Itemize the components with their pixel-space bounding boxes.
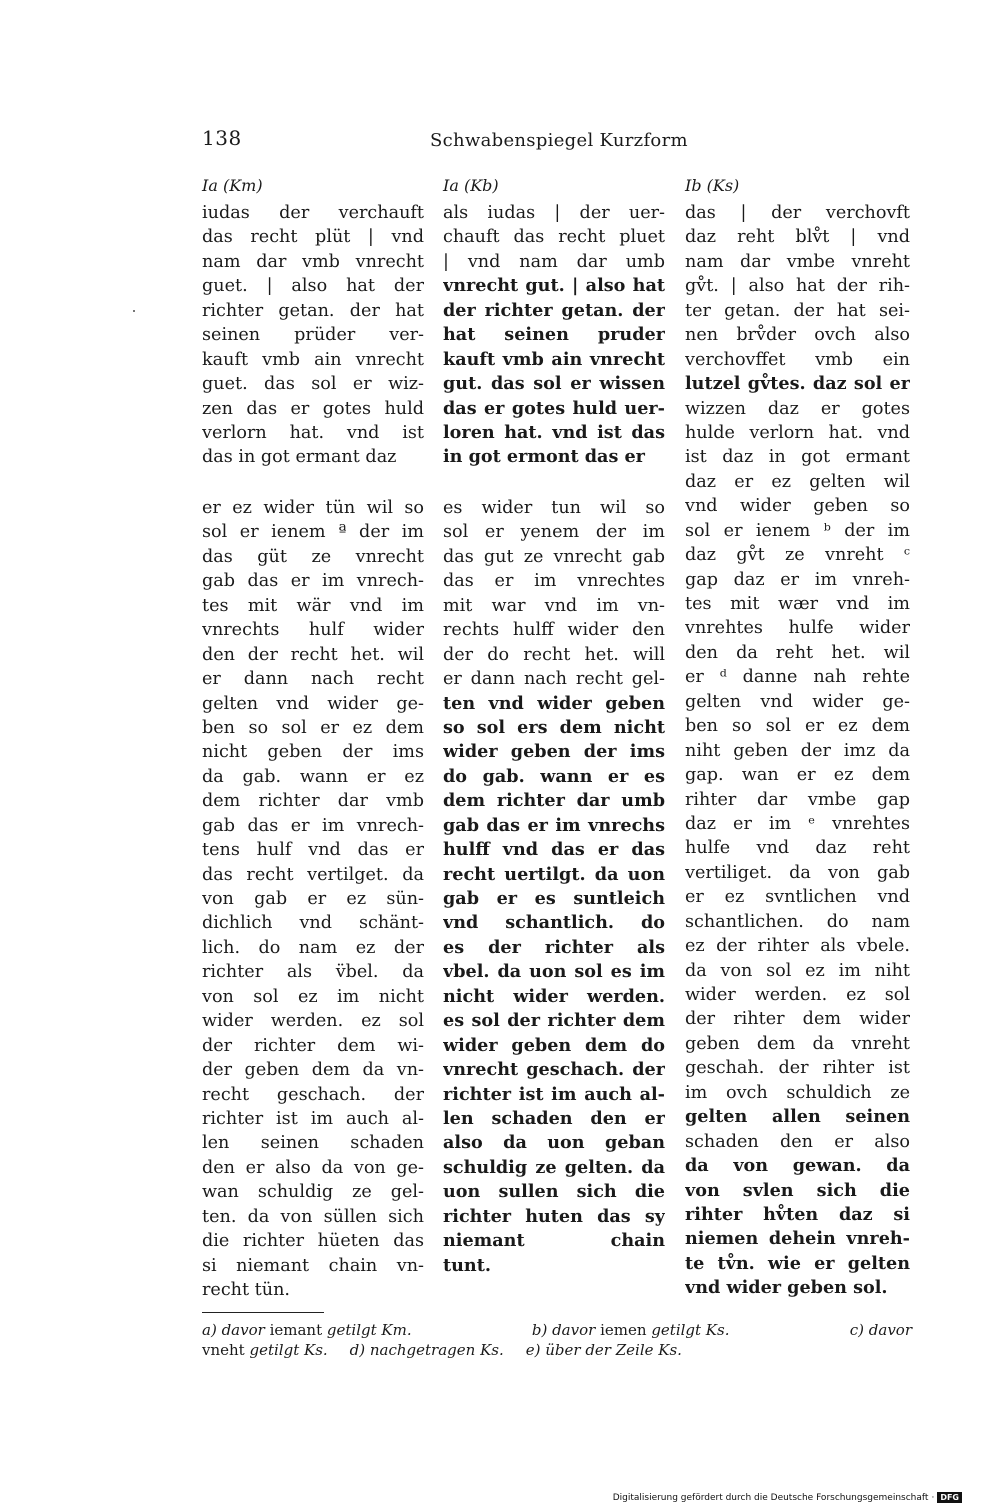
footnote-a: a) davor iemant getilgt Km. xyxy=(202,1321,412,1339)
column-kb-block-2 xyxy=(443,496,665,1278)
text-line: das gut ze vnrecht gab xyxy=(443,546,665,567)
text-line: da von sol ez im niht xyxy=(685,960,910,981)
column-label-km: Ia (Km) xyxy=(202,176,263,195)
text-line: er dann nach recht gel- xyxy=(443,669,665,690)
text-line: richter ist im auch al- xyxy=(202,1108,424,1129)
text-line: vnd wider geben sol. xyxy=(685,1277,888,1299)
text-line: gelten vnd wider ge- xyxy=(685,691,910,712)
text-line: das güt ze vnrecht xyxy=(202,546,424,567)
text-line: er dann nach recht xyxy=(202,669,424,690)
text-line: richter ist im auch al- xyxy=(443,1083,665,1105)
footnote-c-end: vneht getilgt Ks. xyxy=(202,1341,328,1359)
text-line: von svlen sich die xyxy=(685,1179,910,1201)
text-line: das recht plüt | vnd xyxy=(202,227,424,248)
text-line: te tv̊n. wie er gelten xyxy=(685,1252,910,1274)
text-line: den er also da von ge- xyxy=(202,1157,424,1178)
text-line: in got ermont das er xyxy=(443,446,645,468)
text-line: rihter dar vmbe gap xyxy=(685,789,910,810)
text-line: gut. das sol er wissen xyxy=(443,373,665,395)
footnote-d: d) nachgetragen Ks. xyxy=(349,1341,504,1359)
text-line: ez der rihter als vbele. xyxy=(685,936,910,957)
text-line: sol er yenem der im xyxy=(443,522,665,543)
text-line: vnrecht geschach. der xyxy=(443,1059,665,1081)
text-line: daz gv̊t ze vnreht ᶜ xyxy=(685,545,910,566)
text-line: lutzel gv̊tes. daz sol er xyxy=(685,373,910,395)
column-km-block-2 xyxy=(202,496,424,1302)
text-line: daz reht blv̊t | vnd xyxy=(685,227,910,248)
text-line: vertiliget. da von gab xyxy=(685,862,910,883)
text-line: dem richter dar umb xyxy=(443,790,665,812)
text-line: wider werden. ez sol xyxy=(202,1011,424,1032)
text-line: tunt. xyxy=(443,1254,491,1276)
text-line: da von gewan. da xyxy=(685,1155,910,1177)
text-line: der do recht het. will xyxy=(443,644,665,665)
text-line: das in got ermant daz xyxy=(202,447,397,468)
text-line: den der recht het. wil xyxy=(202,644,424,665)
text-line: nam dar vmb vnrecht xyxy=(202,251,424,272)
text-line: das recht vertilget. da xyxy=(202,864,424,885)
column-kb-block-1 xyxy=(443,201,665,470)
text-line: nen brv̊der ovch also xyxy=(685,325,910,346)
text-line: der rihter dem wider xyxy=(685,1009,910,1030)
footnote-e: e) über der Zeile Ks. xyxy=(525,1341,682,1359)
text-line: kauft vmb ain vnrecht xyxy=(443,348,665,370)
text-line: gap. wan er ez dem xyxy=(685,765,910,786)
text-line: ten. da von süllen sich xyxy=(202,1206,424,1227)
text-line: vbel. da uon sol es im xyxy=(443,961,665,983)
text-line: vnd schantlich. do xyxy=(443,912,665,934)
text-line: len seinen schaden xyxy=(202,1133,424,1154)
text-line: len schaden den er xyxy=(443,1107,665,1129)
text-line: ben so sol er ez dem xyxy=(202,717,424,738)
text-line: wider geben der ims xyxy=(443,741,665,763)
scan-speck xyxy=(133,310,135,312)
text-line: guet. das sol er wiz- xyxy=(202,374,424,395)
text-line: zen das er gotes huld xyxy=(202,398,424,419)
text-line: mit war vnd im vn- xyxy=(443,595,665,616)
text-line: der geben dem da vn- xyxy=(202,1060,424,1081)
text-line: von sol ez im nicht xyxy=(202,986,424,1007)
text-line: dem richter dar vmb xyxy=(202,791,424,812)
text-line: er ez svntlichen vnd xyxy=(685,887,910,908)
text-line: lich. do nam ez der xyxy=(202,937,424,958)
text-line: nam dar vmbe vnreht xyxy=(685,251,910,272)
text-line: wizzen daz er gotes xyxy=(685,398,910,419)
text-line: das er gotes huld uer- xyxy=(443,397,665,419)
column-km-block-1 xyxy=(202,201,424,470)
text-line: gab er es suntleich xyxy=(443,888,665,909)
text-line: tes mit wær vnd im xyxy=(685,594,910,614)
column-label-ks: Ib (Ks) xyxy=(685,176,740,195)
credit-separator: · xyxy=(931,1492,935,1503)
text-line: rechts hulff wider den xyxy=(443,620,665,641)
text-line: er ez wider tün wil so xyxy=(202,498,424,518)
column-label-kb: Ia (Kb) xyxy=(443,176,499,195)
footnote-line-1 xyxy=(202,1320,912,1340)
text-line: niemen dehein vnreh- xyxy=(685,1228,910,1250)
text-line: so sol ers dem nicht xyxy=(443,716,665,738)
text-line: ist daz in got ermant xyxy=(685,447,910,468)
text-line: hulfe vnd daz reht xyxy=(685,838,910,859)
text-line: hulde verlorn hat. vnd xyxy=(685,422,910,443)
text-line: also da uon geban xyxy=(443,1132,665,1154)
footnote-b: b) davor iemen getilgt Ks. xyxy=(531,1321,730,1339)
text-line: schantlichen. do nam xyxy=(685,911,910,932)
text-line: gab das er im vnrech- xyxy=(202,815,424,836)
text-line: wan schuldig ze gel- xyxy=(202,1182,424,1203)
text-line: recht geschach. der xyxy=(202,1084,424,1105)
text-line: es sol der richter dem xyxy=(443,1010,665,1032)
dfg-logo: DFG xyxy=(937,1492,962,1503)
text-line: verchovffet vmb ein xyxy=(685,349,910,370)
text-line: kauft vmb ain vnrecht xyxy=(202,349,424,370)
page-number: 138 xyxy=(202,126,242,150)
text-line: | vnd nam dar umb xyxy=(443,251,665,272)
text-line: guet. | also hat der xyxy=(202,276,424,297)
text-line: iudas der verchauft xyxy=(202,203,424,223)
text-line: geben dem da vnreht xyxy=(685,1033,910,1054)
text-line: es wider tun wil so xyxy=(443,498,665,518)
text-line: richter huten das sy xyxy=(443,1205,665,1227)
text-line: gap daz er im vnreh- xyxy=(685,569,910,590)
credit-text: Digitalisierung gefördert durch die Deutsche Forschungsgemeinschaft xyxy=(612,1492,929,1503)
text-line: als iudas | der uer- xyxy=(443,203,665,223)
text-line: richter getan. der hat xyxy=(202,300,424,321)
text-line: vnrehtes hulfe wider xyxy=(685,618,910,639)
text-line: niemant chain xyxy=(443,1230,665,1252)
text-line: recht tün. xyxy=(202,1280,290,1300)
text-line: vnd wider geben so xyxy=(685,496,910,517)
text-line: verlorn hat. vnd ist xyxy=(202,422,424,443)
text-line: richter als v̈bel. da xyxy=(202,962,424,983)
text-line: der richter getan. der xyxy=(443,299,665,321)
footnote-rule xyxy=(202,1312,324,1313)
text-line: recht uertilgt. da uon xyxy=(443,863,665,885)
text-line: das er im vnrechtes xyxy=(443,571,665,592)
text-line: gab das er im vnrech- xyxy=(202,571,424,592)
digitization-credit xyxy=(613,1492,962,1503)
text-line: die richter hüeten das xyxy=(202,1231,424,1252)
text-line: es der richter als xyxy=(443,936,665,958)
text-line: da gab. wann er ez xyxy=(202,766,424,787)
text-line: von gab er ez sün- xyxy=(202,889,424,909)
text-line: gelten allen seinen xyxy=(685,1106,910,1128)
text-line: den da reht het. wil xyxy=(685,642,910,663)
text-line: niht geben der imz da xyxy=(685,740,910,761)
text-line: nicht geben der ims xyxy=(202,742,424,763)
text-line: daz er im ᵉ vnrehtes xyxy=(685,813,910,834)
text-line: tens hulf vnd das er xyxy=(202,840,424,861)
text-line: ter getan. der hat sei- xyxy=(685,300,910,321)
text-line: wider geben dem do xyxy=(443,1034,665,1056)
text-line: vnrechts hulf wider xyxy=(202,620,424,641)
text-line: der richter dem wi- xyxy=(202,1035,424,1056)
text-line: hulff vnd das er das xyxy=(443,839,665,861)
text-line: wider werden. ez sol xyxy=(685,985,910,1005)
running-title: Schwabenspiegel Kurzform xyxy=(430,130,688,151)
text-line: das | der verchovft xyxy=(685,203,910,223)
text-line: si niemant chain vn- xyxy=(202,1255,424,1276)
text-line: schuldig ze gelten. da xyxy=(443,1156,665,1178)
text-line: vnrecht gut. | also hat xyxy=(443,275,665,297)
footnotes xyxy=(202,1320,912,1360)
footnote-c-start: c) davor xyxy=(849,1321,912,1339)
column-ks-block-1 xyxy=(685,201,910,1301)
footnote-line-2 xyxy=(202,1340,912,1360)
text-line: er ᵈ danne nah rehte xyxy=(685,667,910,688)
text-line: uon sullen sich die xyxy=(443,1181,665,1203)
text-line: tes mit wär vnd im xyxy=(202,595,424,616)
text-line: geschah. der rihter ist xyxy=(685,1058,910,1079)
text-line: daz er ez gelten wil xyxy=(685,471,910,492)
text-line: rihter hv̊ten daz si xyxy=(685,1203,910,1225)
text-line: nicht wider werden. xyxy=(443,985,665,1007)
text-line: hat seinen pruder xyxy=(443,324,665,346)
text-line: sol er ienem ª der im xyxy=(202,522,424,543)
text-line: ten vnd wider geben xyxy=(443,692,665,714)
text-line: gab das er im vnrechs xyxy=(443,814,665,836)
text-line: seinen prüder ver- xyxy=(202,325,424,346)
text-line: dichlich vnd schänt- xyxy=(202,913,424,934)
text-line: ben so sol er ez dem xyxy=(685,716,910,737)
text-line: sol er ienem ᵇ der im xyxy=(685,520,910,541)
text-line: gelten vnd wider ge- xyxy=(202,693,424,714)
text-line: schaden den er also xyxy=(685,1131,910,1152)
text-line: do gab. wann er es xyxy=(443,765,665,787)
text-line: loren hat. vnd ist das xyxy=(443,421,665,443)
text-line: gv̊t. | also hat der rih- xyxy=(685,276,910,297)
text-line: chauft das recht pluet xyxy=(443,227,665,248)
text-line: im ovch schuldich ze xyxy=(685,1082,910,1103)
